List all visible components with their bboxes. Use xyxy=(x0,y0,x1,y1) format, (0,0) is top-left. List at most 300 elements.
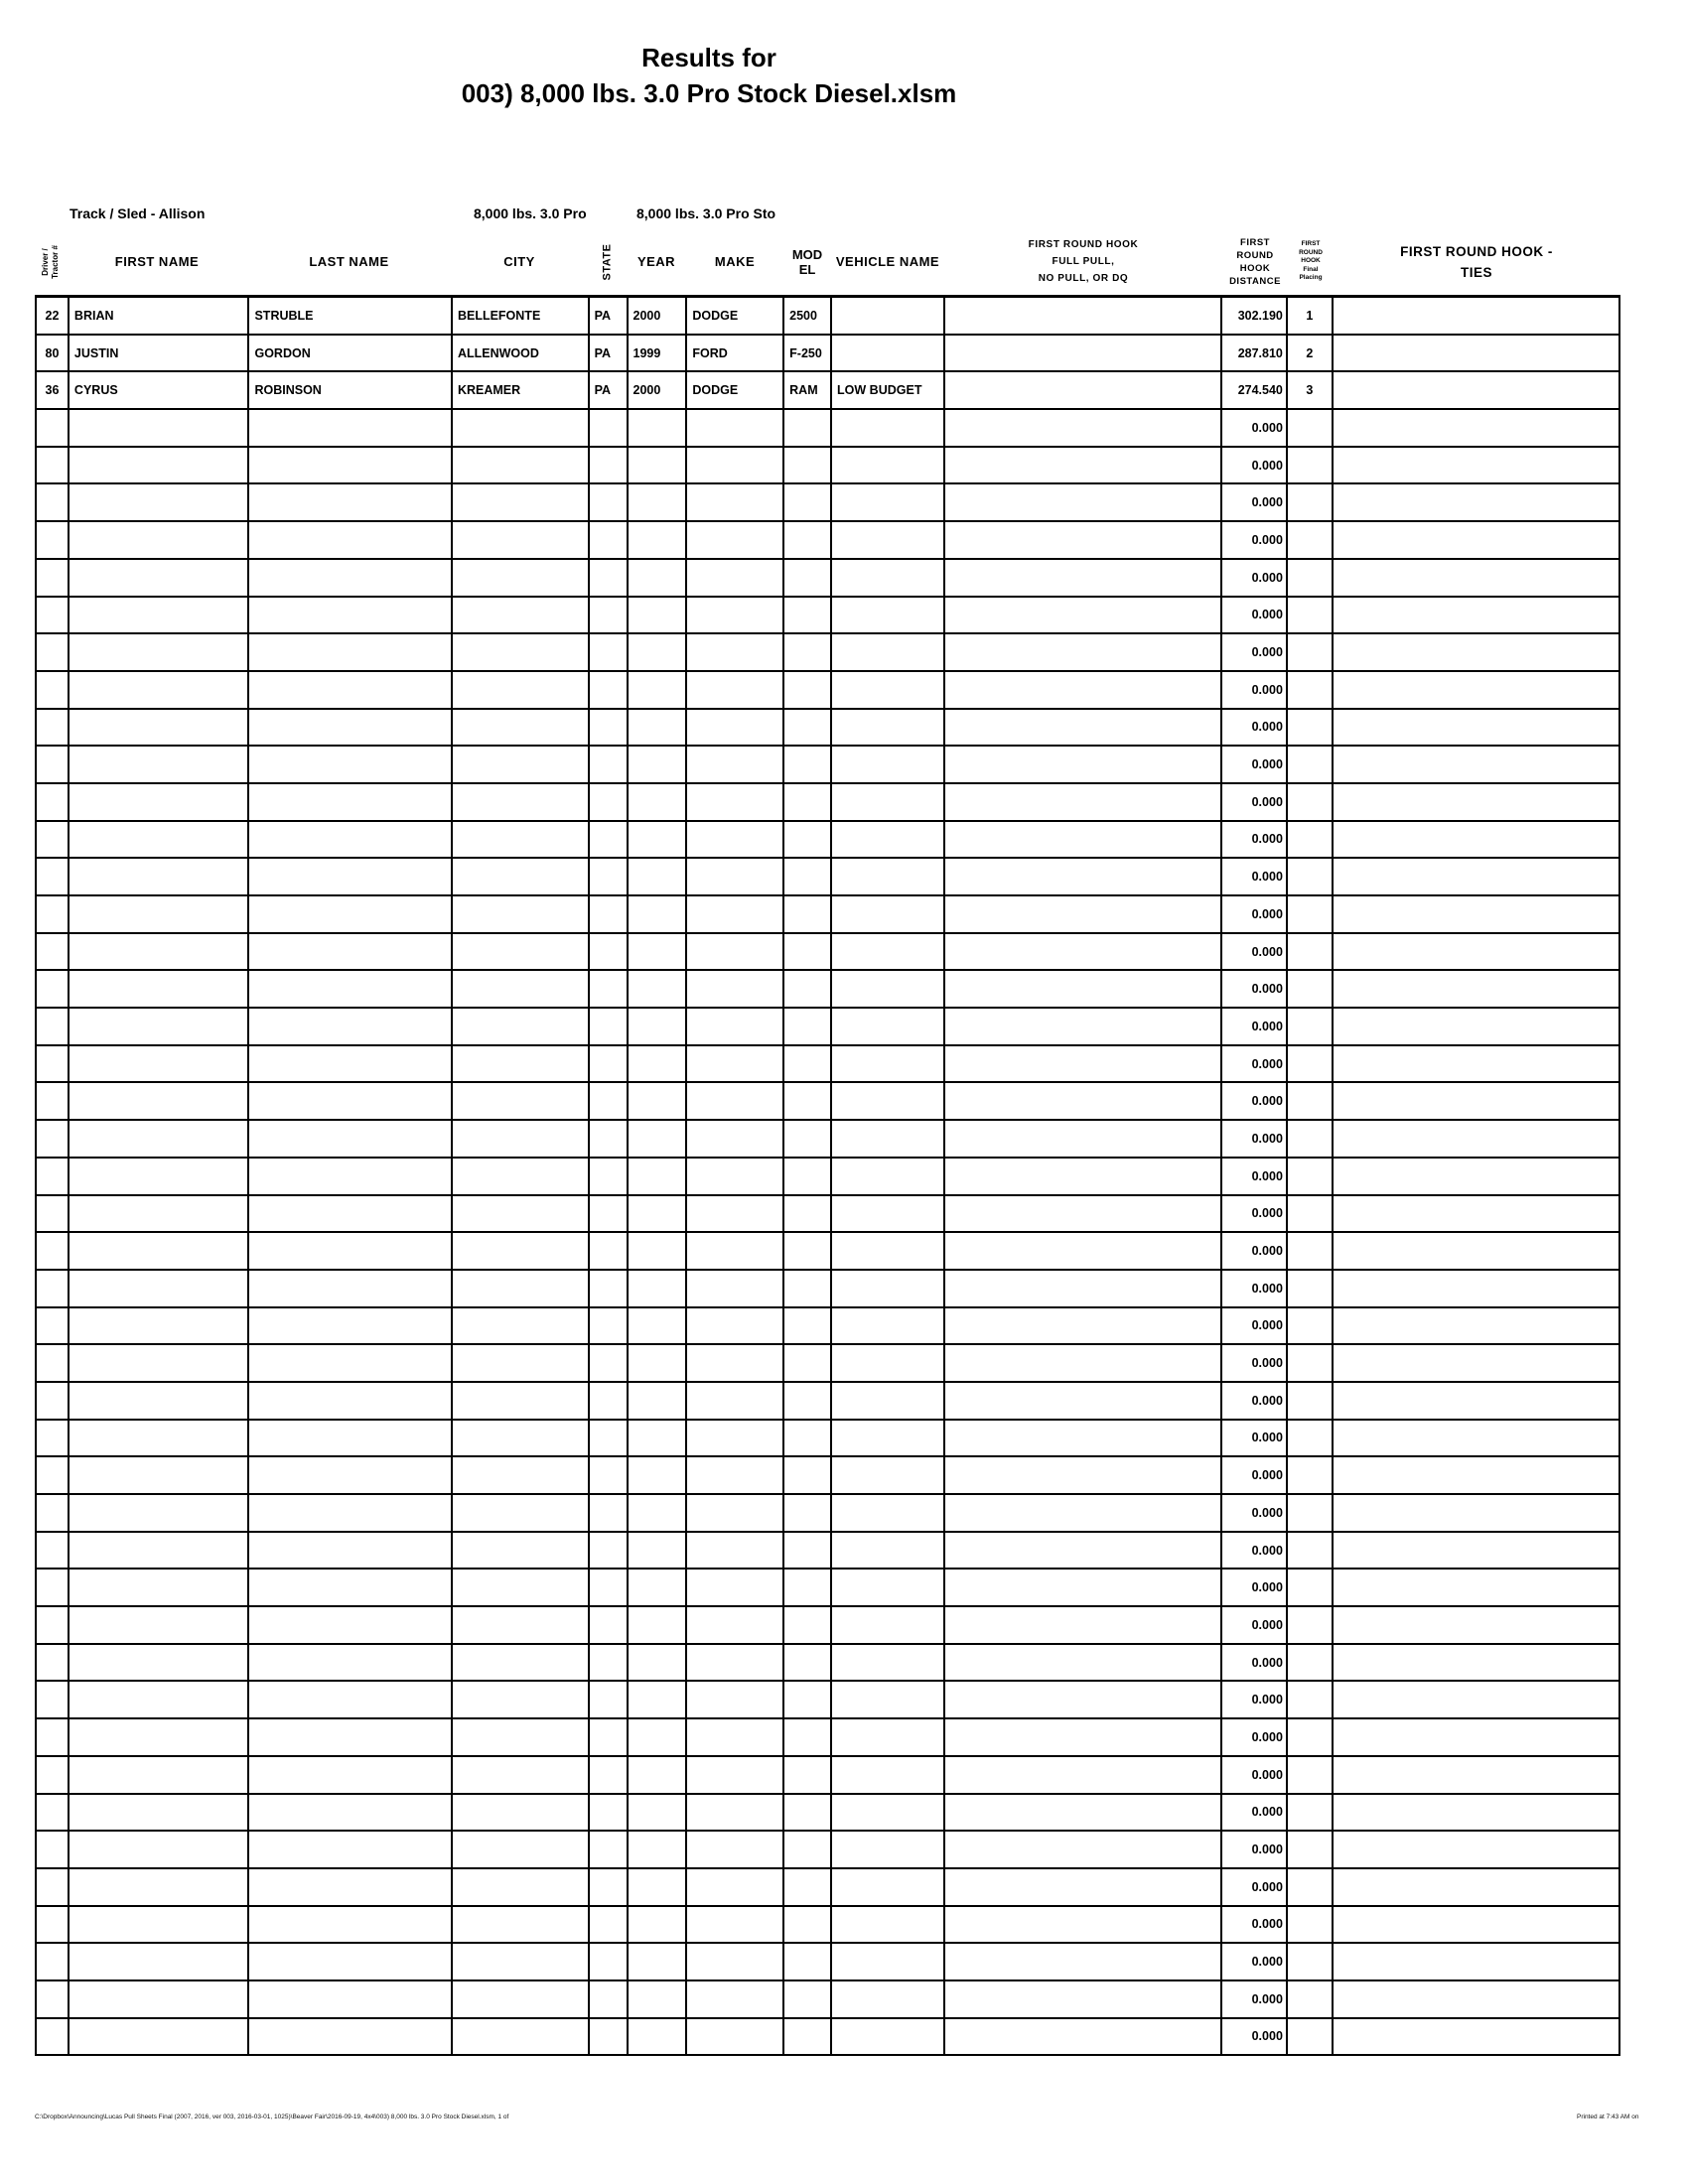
cell-make xyxy=(687,1046,784,1082)
cell-model xyxy=(784,1757,832,1793)
cell-city xyxy=(453,822,590,858)
cell-model xyxy=(784,747,832,782)
cell-first-name: BRIAN xyxy=(70,298,250,334)
cell-last-name xyxy=(249,1196,452,1232)
cell-distance: 0.000 xyxy=(1222,1795,1288,1831)
cell-city xyxy=(453,1832,590,1867)
cell-ties xyxy=(1334,1533,1618,1569)
cell-make xyxy=(687,634,784,670)
cell-model xyxy=(784,1121,832,1157)
cell-vehicle-name xyxy=(832,1196,945,1232)
cell-ties xyxy=(1334,1832,1618,1867)
cell-state: PA xyxy=(590,298,629,334)
cell-full-pull xyxy=(945,1795,1222,1831)
table-row xyxy=(37,822,1618,860)
table-row xyxy=(37,1159,1618,1196)
cell-placing xyxy=(1288,784,1334,820)
cell-vehicle-name xyxy=(832,1233,945,1269)
cell-ties xyxy=(1334,298,1618,334)
cell-year xyxy=(629,822,688,858)
cell-model xyxy=(784,448,832,483)
cell-city xyxy=(453,2019,590,2055)
cell-make xyxy=(687,1795,784,1831)
cell-make xyxy=(687,896,784,932)
table-row xyxy=(37,1345,1618,1383)
table-row xyxy=(37,1495,1618,1533)
cell-distance: 0.000 xyxy=(1222,672,1288,708)
cell-placing xyxy=(1288,598,1334,633)
cell-year xyxy=(629,747,688,782)
cell-placing xyxy=(1288,1533,1334,1569)
cell-first-name xyxy=(70,1159,250,1194)
cell-first-name xyxy=(70,971,250,1007)
cell-year xyxy=(629,1682,688,1717)
cell-distance: 0.000 xyxy=(1222,1832,1288,1867)
cell-distance: 0.000 xyxy=(1222,1495,1288,1531)
cell-last-name xyxy=(249,1495,452,1531)
cell-first-name xyxy=(70,1233,250,1269)
cell-distance: 0.000 xyxy=(1222,710,1288,746)
cell-vehicle-name xyxy=(832,484,945,520)
table-row xyxy=(37,784,1618,822)
table-row xyxy=(37,1383,1618,1421)
cell-num xyxy=(37,1944,70,1979)
cell-vehicle-name xyxy=(832,1159,945,1194)
cell-last-name xyxy=(249,1533,452,1569)
cell-state xyxy=(590,971,629,1007)
cell-num xyxy=(37,1046,70,1082)
cell-ties xyxy=(1334,747,1618,782)
cell-first-name xyxy=(70,1121,250,1157)
cell-make xyxy=(687,1607,784,1643)
cell-model xyxy=(784,1345,832,1381)
cell-first-name xyxy=(70,1907,250,1943)
cell-placing xyxy=(1288,747,1334,782)
cell-first-name xyxy=(70,1046,250,1082)
cell-full-pull xyxy=(945,1196,1222,1232)
cell-last-name xyxy=(249,1795,452,1831)
cell-first-name xyxy=(70,1832,250,1867)
cell-num xyxy=(37,1271,70,1306)
cell-city xyxy=(453,1757,590,1793)
table-row xyxy=(37,672,1618,710)
cell-make: FORD xyxy=(687,336,784,371)
cell-distance: 0.000 xyxy=(1222,1308,1288,1344)
cell-first-name xyxy=(70,1457,250,1493)
cell-placing xyxy=(1288,1832,1334,1867)
cell-model xyxy=(784,1271,832,1306)
table-row xyxy=(37,2019,1618,2055)
cell-distance: 0.000 xyxy=(1222,1046,1288,1082)
cell-make xyxy=(687,1009,784,1044)
cell-first-name xyxy=(70,1308,250,1344)
cell-year xyxy=(629,560,688,596)
cell-num xyxy=(37,1757,70,1793)
cell-num xyxy=(37,747,70,782)
table-row xyxy=(37,1121,1618,1159)
cell-state xyxy=(590,1832,629,1867)
cell-num xyxy=(37,1308,70,1344)
cell-year xyxy=(629,1981,688,2017)
cell-city xyxy=(453,1719,590,1755)
table-row xyxy=(37,1869,1618,1907)
cell-ties xyxy=(1334,1196,1618,1232)
cell-last-name xyxy=(249,896,452,932)
cell-placing xyxy=(1288,410,1334,446)
cell-num xyxy=(37,859,70,894)
cell-first-name xyxy=(70,410,250,446)
table-row xyxy=(37,1907,1618,1945)
cell-distance: 0.000 xyxy=(1222,971,1288,1007)
cell-state xyxy=(590,1981,629,2017)
cell-first-name xyxy=(70,1757,250,1793)
cell-make xyxy=(687,672,784,708)
cell-state xyxy=(590,484,629,520)
cell-distance: 0.000 xyxy=(1222,1196,1288,1232)
cell-make xyxy=(687,1196,784,1232)
cell-num xyxy=(37,2019,70,2055)
cell-distance: 0.000 xyxy=(1222,1421,1288,1456)
cell-full-pull xyxy=(945,448,1222,483)
cell-num xyxy=(37,1607,70,1643)
cell-first-name xyxy=(70,1795,250,1831)
cell-model xyxy=(784,1570,832,1605)
cell-full-pull xyxy=(945,1832,1222,1867)
cell-distance: 0.000 xyxy=(1222,560,1288,596)
cell-year xyxy=(629,1757,688,1793)
cell-distance: 0.000 xyxy=(1222,1533,1288,1569)
cell-make xyxy=(687,1121,784,1157)
cell-state xyxy=(590,1083,629,1119)
cell-make xyxy=(687,1832,784,1867)
cell-state xyxy=(590,1495,629,1531)
column-header-first-round-hook-distance: FIRST ROUND HOOK DISTANCE xyxy=(1229,236,1281,287)
cell-last-name xyxy=(249,822,452,858)
cell-distance: 0.000 xyxy=(1222,1869,1288,1905)
cell-state xyxy=(590,1009,629,1044)
cell-city xyxy=(453,710,590,746)
cell-num: 22 xyxy=(37,298,70,334)
cell-placing xyxy=(1288,448,1334,483)
cell-first-name xyxy=(70,1570,250,1605)
cell-num xyxy=(37,1795,70,1831)
cell-full-pull xyxy=(945,971,1222,1007)
title-block xyxy=(0,40,1418,111)
cell-last-name xyxy=(249,672,452,708)
cell-year xyxy=(629,448,688,483)
cell-first-name xyxy=(70,1421,250,1456)
cell-last-name xyxy=(249,1645,452,1681)
cell-first-name xyxy=(70,1345,250,1381)
cell-ties xyxy=(1334,934,1618,970)
cell-distance: 0.000 xyxy=(1222,1159,1288,1194)
cell-first-name xyxy=(70,1271,250,1306)
cell-ties xyxy=(1334,1159,1618,1194)
column-header-last-name: LAST NAME xyxy=(309,254,389,269)
cell-first-name xyxy=(70,1719,250,1755)
cell-distance: 0.000 xyxy=(1222,747,1288,782)
cell-last-name: ROBINSON xyxy=(249,372,452,408)
cell-distance: 0.000 xyxy=(1222,1345,1288,1381)
cell-ties xyxy=(1334,1457,1618,1493)
cell-city xyxy=(453,1495,590,1531)
cell-full-pull xyxy=(945,747,1222,782)
cell-placing xyxy=(1288,1607,1334,1643)
cell-make xyxy=(687,484,784,520)
table-row xyxy=(37,1645,1618,1683)
cell-state xyxy=(590,522,629,558)
cell-city xyxy=(453,1645,590,1681)
column-header-first-round-hook-final-placing: FIRST ROUND HOOK Final Placing xyxy=(1299,240,1323,282)
cell-model xyxy=(784,1645,832,1681)
cell-last-name xyxy=(249,747,452,782)
cell-num xyxy=(37,784,70,820)
cell-make xyxy=(687,1682,784,1717)
cell-ties xyxy=(1334,710,1618,746)
cell-make xyxy=(687,784,784,820)
cell-num xyxy=(37,971,70,1007)
cell-ties xyxy=(1334,1570,1618,1605)
cell-vehicle-name xyxy=(832,598,945,633)
cell-placing xyxy=(1288,1682,1334,1717)
table-row xyxy=(37,372,1618,410)
cell-vehicle-name xyxy=(832,448,945,483)
cell-state xyxy=(590,448,629,483)
cell-full-pull xyxy=(945,1869,1222,1905)
cell-first-name xyxy=(70,822,250,858)
cell-placing xyxy=(1288,710,1334,746)
cell-num xyxy=(37,1832,70,1867)
cell-full-pull xyxy=(945,822,1222,858)
cell-placing xyxy=(1288,1233,1334,1269)
cell-ties xyxy=(1334,784,1618,820)
cell-state xyxy=(590,747,629,782)
cell-vehicle-name xyxy=(832,1869,945,1905)
cell-full-pull xyxy=(945,1944,1222,1979)
cell-ties xyxy=(1334,372,1618,408)
cell-distance: 0.000 xyxy=(1222,448,1288,483)
cell-state xyxy=(590,1570,629,1605)
cell-num xyxy=(37,1383,70,1419)
cell-year xyxy=(629,1607,688,1643)
cell-placing xyxy=(1288,1196,1334,1232)
cell-placing xyxy=(1288,1083,1334,1119)
cell-last-name xyxy=(249,1345,452,1381)
cell-distance: 0.000 xyxy=(1222,1570,1288,1605)
cell-full-pull xyxy=(945,1645,1222,1681)
cell-placing xyxy=(1288,1009,1334,1044)
cell-ties xyxy=(1334,336,1618,371)
cell-vehicle-name xyxy=(832,1121,945,1157)
cell-ties xyxy=(1334,634,1618,670)
cell-first-name xyxy=(70,934,250,970)
cell-num xyxy=(37,1083,70,1119)
cell-state xyxy=(590,1457,629,1493)
cell-last-name xyxy=(249,934,452,970)
results-table xyxy=(35,228,1620,2056)
cell-placing xyxy=(1288,1046,1334,1082)
cell-make xyxy=(687,747,784,782)
cell-year xyxy=(629,1121,688,1157)
cell-first-name xyxy=(70,484,250,520)
cell-city xyxy=(453,410,590,446)
cell-state xyxy=(590,1719,629,1755)
cell-year xyxy=(629,634,688,670)
cell-model xyxy=(784,1083,832,1119)
cell-placing xyxy=(1288,1421,1334,1456)
cell-ties xyxy=(1334,1757,1618,1793)
cell-model xyxy=(784,971,832,1007)
table-row xyxy=(37,1196,1618,1234)
table-row xyxy=(37,1795,1618,1833)
cell-make xyxy=(687,560,784,596)
cell-make xyxy=(687,1719,784,1755)
cell-num xyxy=(37,710,70,746)
cell-first-name xyxy=(70,1981,250,2017)
footer-printed-timestamp: Printed at 7:43 AM on xyxy=(1577,2114,1639,2120)
cell-placing xyxy=(1288,1907,1334,1943)
class-label-right: 8,000 lbs. 3.0 Pro Sto xyxy=(636,205,776,221)
cell-ties xyxy=(1334,1719,1618,1755)
cell-distance: 0.000 xyxy=(1222,934,1288,970)
cell-vehicle-name xyxy=(832,1009,945,1044)
cell-model: 2500 xyxy=(784,298,832,334)
cell-year xyxy=(629,1271,688,1306)
cell-vehicle-name xyxy=(832,1757,945,1793)
cell-placing xyxy=(1288,1383,1334,1419)
cell-distance: 0.000 xyxy=(1222,859,1288,894)
cell-distance: 0.000 xyxy=(1222,522,1288,558)
cell-first-name xyxy=(70,710,250,746)
cell-last-name xyxy=(249,448,452,483)
cell-num xyxy=(37,1121,70,1157)
cell-city xyxy=(453,1159,590,1194)
cell-year xyxy=(629,1159,688,1194)
meta-line xyxy=(0,205,1688,227)
cell-model xyxy=(784,1421,832,1456)
cell-vehicle-name xyxy=(832,859,945,894)
cell-city xyxy=(453,971,590,1007)
cell-full-pull xyxy=(945,1271,1222,1306)
cell-state xyxy=(590,410,629,446)
cell-full-pull xyxy=(945,1682,1222,1717)
cell-year xyxy=(629,1421,688,1456)
cell-distance: 0.000 xyxy=(1222,822,1288,858)
cell-distance: 0.000 xyxy=(1222,1907,1288,1943)
table-row xyxy=(37,934,1618,972)
cell-last-name xyxy=(249,1233,452,1269)
cell-full-pull xyxy=(945,1495,1222,1531)
cell-placing xyxy=(1288,1944,1334,1979)
cell-vehicle-name xyxy=(832,1421,945,1456)
cell-year xyxy=(629,1009,688,1044)
cell-model xyxy=(784,1159,832,1194)
cell-first-name xyxy=(70,522,250,558)
cell-last-name xyxy=(249,1682,452,1717)
cell-year xyxy=(629,1457,688,1493)
cell-distance: 0.000 xyxy=(1222,598,1288,633)
table-row xyxy=(37,1757,1618,1795)
cell-city xyxy=(453,747,590,782)
cell-year xyxy=(629,1495,688,1531)
cell-state: PA xyxy=(590,372,629,408)
cell-make xyxy=(687,410,784,446)
cell-state xyxy=(590,1383,629,1419)
cell-model xyxy=(784,560,832,596)
cell-model xyxy=(784,1196,832,1232)
cell-state xyxy=(590,1533,629,1569)
cell-first-name xyxy=(70,560,250,596)
cell-full-pull xyxy=(945,1757,1222,1793)
cell-vehicle-name xyxy=(832,410,945,446)
cell-vehicle-name xyxy=(832,1271,945,1306)
cell-first-name xyxy=(70,1495,250,1531)
cell-state xyxy=(590,1121,629,1157)
cell-placing xyxy=(1288,1345,1334,1381)
cell-placing xyxy=(1288,672,1334,708)
cell-num: 80 xyxy=(37,336,70,371)
cell-state xyxy=(590,1682,629,1717)
cell-city: BELLEFONTE xyxy=(453,298,590,334)
cell-ties xyxy=(1334,484,1618,520)
cell-city xyxy=(453,1869,590,1905)
table-body xyxy=(35,298,1620,2056)
cell-year xyxy=(629,598,688,633)
cell-year xyxy=(629,672,688,708)
cell-make xyxy=(687,2019,784,2055)
cell-city xyxy=(453,1607,590,1643)
cell-year: 1999 xyxy=(629,336,688,371)
class-label-left: 8,000 lbs. 3.0 Pro xyxy=(474,205,587,221)
cell-model xyxy=(784,1682,832,1717)
cell-model xyxy=(784,859,832,894)
cell-last-name xyxy=(249,2019,452,2055)
cell-distance: 0.000 xyxy=(1222,2019,1288,2055)
cell-placing xyxy=(1288,971,1334,1007)
cell-city xyxy=(453,784,590,820)
cell-first-name xyxy=(70,784,250,820)
cell-year xyxy=(629,1196,688,1232)
cell-distance: 0.000 xyxy=(1222,1121,1288,1157)
cell-distance: 302.190 xyxy=(1222,298,1288,334)
cell-num xyxy=(37,1421,70,1456)
page-title: Results for xyxy=(641,43,776,72)
cell-make xyxy=(687,1570,784,1605)
cell-distance: 0.000 xyxy=(1222,1383,1288,1419)
cell-placing xyxy=(1288,1457,1334,1493)
cell-placing xyxy=(1288,1308,1334,1344)
cell-state xyxy=(590,1271,629,1306)
cell-model xyxy=(784,1533,832,1569)
cell-vehicle-name xyxy=(832,1345,945,1381)
cell-num xyxy=(37,634,70,670)
cell-last-name xyxy=(249,784,452,820)
cell-distance: 0.000 xyxy=(1222,1271,1288,1306)
cell-vehicle-name xyxy=(832,2019,945,2055)
cell-vehicle-name xyxy=(832,1383,945,1419)
cell-make xyxy=(687,1383,784,1419)
cell-distance: 0.000 xyxy=(1222,410,1288,446)
cell-city xyxy=(453,598,590,633)
table-row xyxy=(37,1719,1618,1757)
cell-num xyxy=(37,522,70,558)
cell-full-pull xyxy=(945,1457,1222,1493)
table-row xyxy=(37,484,1618,522)
cell-vehicle-name xyxy=(832,1533,945,1569)
cell-ties xyxy=(1334,1233,1618,1269)
table-row xyxy=(37,634,1618,672)
cell-model xyxy=(784,1046,832,1082)
